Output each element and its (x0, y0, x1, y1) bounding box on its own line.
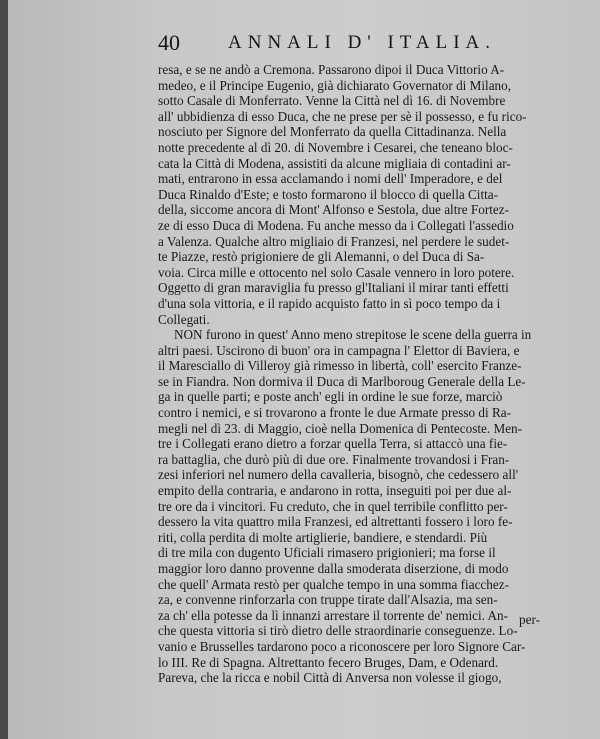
text-line: tre ore da i vincitori. Fu creduto, che in quel terribile conflitto per- (158, 498, 508, 514)
text-line: voia. Circa mille e ottocento nel solo Casale vennero in loro potere. (158, 264, 515, 280)
text-line: a Valenza. Qualche altro migliaio di Franzesi, nel perdere le sudet- (158, 233, 510, 249)
text-line: d'una sola vittoria, e il rapido acquisto fatto in sì poco tempo da i (158, 295, 501, 311)
text-line: il Maresciallo di Villeroy già rimesso in libertà, coll' esercito Franze- (158, 358, 522, 374)
text-line: ze di esso Duca di Modena. Fu anche messo da i Collegati l'assedio (158, 217, 514, 233)
text-line: Pareva, che la ricca e nobil Città di Anversa non volesse il giogo, (158, 670, 502, 686)
text-line: che questa vittoria si tirò dietro delle straordinarie conseguenze. Lo- (158, 623, 518, 639)
text-line: vanio e Brusselles tardarono poco a riconoscere per loro Signore Car- (158, 638, 526, 654)
book-page (8, 0, 600, 739)
text-line: cata la Città di Modena, assistiti da alcune migliaia di contadini ar- (158, 155, 511, 171)
page-number: 40 (158, 30, 180, 55)
text-line: tre i Collegati erano dietro a forzar quella Terra, si attaccò una fie- (158, 436, 508, 452)
text-line: Duca Rinaldo d'Este; e tosto formarono il blocco di quella Citta- (158, 186, 499, 202)
text-line: dessero la vita quattro mila Franzesi, ed altrettanti fossero i loro fe- (158, 514, 513, 530)
running-title: ANNALI D' ITALIA. (228, 32, 496, 53)
text-line: ga in quelle parti; e poste anch' egli in ordine le sue forze, marciò (158, 389, 503, 405)
text-line: NON furono in quest' Anno meno strepitose le scene della guerra in (174, 327, 532, 343)
catchword: per- (519, 612, 540, 627)
text-line: contro i nemici, e si trovarono a fronte le due Armate presso di Ra- (158, 405, 512, 421)
text-line: ra battaglia, che durò più di due ore. Finalmente trovandosi i Fran- (158, 451, 510, 467)
text-line: zesi inferiori nel numero della cavalleria, bisognò, che cedessero all' (158, 467, 519, 483)
text-line: empito della contraria, e andarono in rotta, inseguiti poi per due al- (158, 483, 512, 499)
text-line: altri paesi. Uscirono di buon' ora in campagna l' Elettor di Baviera, e (158, 342, 520, 358)
text-line: za, e convenne rinforzarla con truppe tirate dall'Alsazia, ma sen- (158, 592, 498, 608)
text-line: notte precedente al dì 20. di Novembre i Cesarei, che teneano bloc- (158, 139, 513, 155)
text-line: Collegati. (158, 311, 210, 327)
text-line: mati, entrarono in essa acclamando i nomi dell' Imperadore, e del (158, 171, 503, 187)
text-line: riti, colla perdita di molte artiglierie, bandiere, e stendardi. Più (158, 529, 488, 545)
text-line: nosciuto per Signore del Monferrato da quella Cittadinanza. Nella (158, 124, 507, 140)
text-line: medeo, e il Principe Eugenio, già dichiarato Governator di Milano, (158, 77, 512, 93)
text-line: lo III. Re di Spagna. Altrettanto fecero Bruges, Dam, e Odenard. (158, 654, 499, 670)
text-line: te Piazze, restò prigioniere de gli Alemanni, o del Duca di Sa- (158, 249, 485, 265)
text-line: se in Fiandra. Non dormiva il Duca di Marlboroug Generale della Le- (158, 373, 526, 389)
text-line: za ch' ella potesse da lì innanzi arrestare il torrente de' nemici. An- (158, 607, 509, 623)
text-line: che quell' Armata restò per qualche tempo in una somma fiacchez- (158, 576, 509, 592)
text-line: della, siccome ancora di Mont' Alfonso e Sestola, due altre Fortez- (158, 202, 510, 218)
text-line: maggior loro danno provenne dalla smoderata diserzione, di modo (158, 561, 509, 576)
text-line: sotto Casale di Monferrato. Venne la Città nel dì 16. di Novembre (158, 93, 506, 109)
text-line: Oggetto di gran maraviglia fu presso gl'Italiani il mirar tanti effetti (158, 280, 509, 296)
text-line: all' ubbidienza di esso Duca, che ne prese per sè il possesso, e fu rico- (158, 108, 527, 124)
text-line: di tre mila con dugento Uficiali rimasero prigionieri; ma forse il (158, 545, 496, 561)
text-line: megli nel dì 23. di Maggio, cioè nella Domenica di Pentecoste. Men- (158, 420, 523, 436)
page-header (158, 30, 578, 56)
body-text (158, 62, 553, 686)
text-line: resa, e se ne andò a Cremona. Passarono dipoi il Duca Vittorio A- (158, 62, 505, 77)
